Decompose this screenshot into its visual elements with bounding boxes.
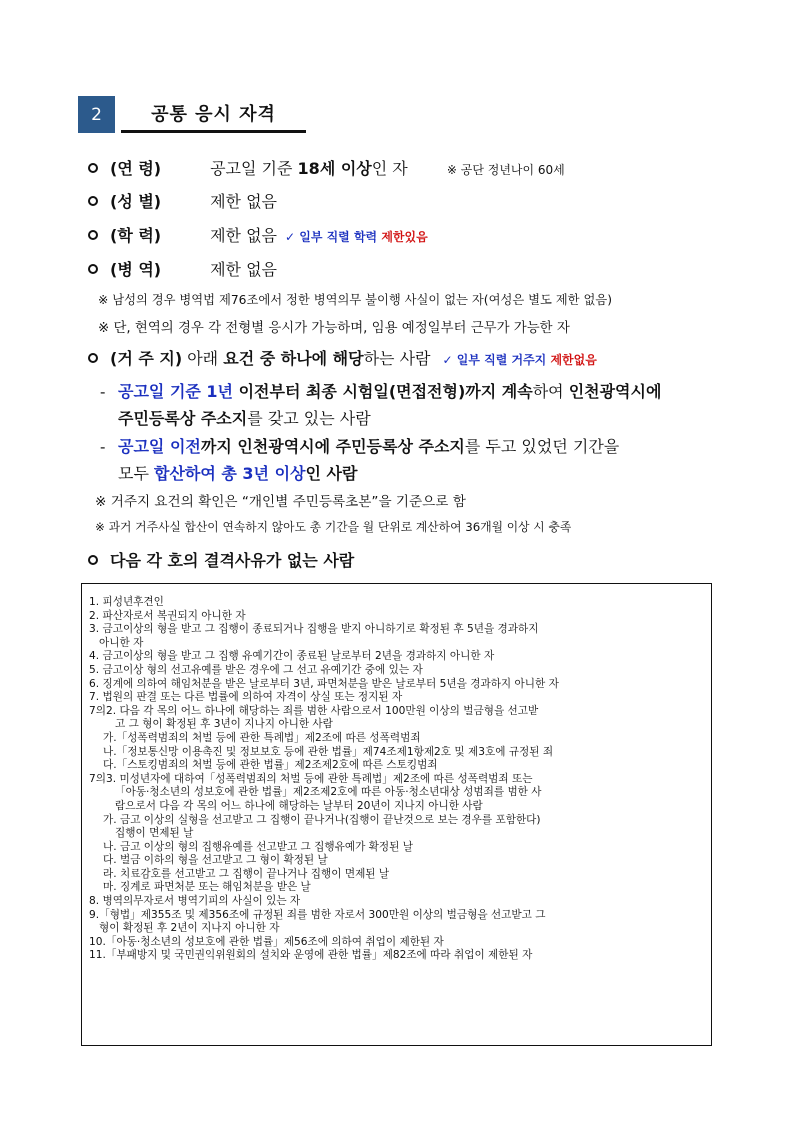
list-item: 4. 금고이상의 형을 받고 그 집행 유예기간이 종료된 날로부터 2년을 경과하지 아니한 자 [89, 650, 495, 663]
military-note-1: ※ 남성의 경우 병역법 제76조에서 정한 병역의무 불이행 사실이 없는 자(여성은 별도 제한 없음) [98, 293, 612, 307]
age-text-end: 인 자 [371, 159, 408, 178]
residence-item-1-line-1: - 공고일 기준 1년 이전부터 최종 시험일(면접전형)까지 계속하여 인천광역시에 [100, 382, 662, 401]
residence-check-note: ✓ 일부 직렬 거주지 제한없음 [442, 353, 597, 367]
residence-text-end: 하는 사람 [363, 349, 431, 368]
list-item: 5. 금고이상 형의 선고유예를 받은 경우에 그 선고 유예기간 중에 있는 자 [89, 663, 423, 676]
residence-note-2: ※ 과거 거주사실 합산이 연속하지 않아도 총 기간을 월 단위로 계산하여 36개월 이상 시 충족 [95, 520, 572, 534]
disqualification-heading: 다음 각 호의 결격사유가 없는 사람 [110, 551, 355, 570]
education-check-note: ✓ 일부 직렬 학력 제한있음 [285, 230, 428, 244]
residence-note-1: ※ 거주지 요건의 확인은 “개인별 주민등록초본”을 기준으로 함 [95, 494, 466, 510]
list-item: 2. 파산자로서 복권되지 아니한 자 [89, 609, 246, 622]
residence-row [88, 346, 597, 369]
circle-bullet-icon [88, 230, 98, 240]
list-item: 나. 금고 이상의 형의 집행유예를 선고받고 그 집행유예가 확정된 날 [103, 840, 413, 853]
residence-item-2-line-2: 모두 합산하여 총 3년 이상인 사람 [118, 464, 358, 483]
list-item: 3. 금고이상의 형을 받고 그 집행이 종료되거나 집행을 받지 아니하기로 확정된 후 5년을 경과하지 [89, 623, 539, 636]
gender-row [88, 189, 277, 212]
age-text: 공고일 기준 [205, 159, 298, 178]
list-item: 라. 치료감호를 선고받고 그 집행이 끝나거나 집행이 면제된 날 [103, 867, 390, 880]
section-title: 공통 응시 자격 [121, 96, 306, 133]
age-row [88, 156, 565, 179]
list-item: 7. 법원의 판결 또는 다른 법률에 의하여 자격이 상실 또는 정지된 자 [89, 691, 403, 704]
list-item: 「아동·청소년의 성보호에 관한 법률」제2조제2호에 따른 아동·청소년대상 성범죄를 범한 사 [115, 786, 542, 799]
military-text: 제한 없음 [205, 260, 277, 279]
list-item: 다.「스토킹범죄의 처벌 등에 관한 법률」제2조제2호에 따른 스토킹범죄 [103, 759, 438, 772]
military-label: (병 역) [110, 260, 162, 279]
disqualification-list [89, 596, 704, 963]
circle-bullet-icon [88, 555, 98, 565]
list-item: 7의2. 다음 각 목의 어느 하나에 해당하는 죄를 범한 사람으로서 100만원 이상의 벌금형을 선고받 [89, 704, 539, 717]
section-header [78, 96, 306, 133]
list-item: 아니한 자 [99, 636, 144, 649]
circle-bullet-icon [88, 196, 98, 206]
list-item: 가.「성폭력범죄의 처벌 등에 관한 특례법」제2조에 따른 성폭력범죄 [103, 731, 421, 744]
residence-bold: 요건 중 하나에 해당 [223, 349, 364, 368]
section-number: 2 [78, 96, 115, 133]
list-item: 나.「정보통신망 이용촉진 및 정보보호 등에 관한 법률」제74조제1항제2호 및 제3호에 규정된 죄 [103, 745, 554, 758]
list-item: 1. 피성년후견인 [89, 596, 164, 608]
military-note-2: ※ 단, 현역의 경우 각 전형별 응시가 가능하며, 임용 예정일부터 근무가 가능한 자 [98, 321, 570, 336]
residence-item-2-line-1: - 공고일 이전까지 인천광역시에 주민등록상 주소지를 두고 있었던 기간을 [100, 437, 620, 456]
age-label: (연 령) [110, 159, 162, 178]
list-item: 10.「아동·청소년의 성보호에 관한 법률」제56조에 의하여 취업이 제한된 자 [89, 935, 444, 948]
list-item: 6. 징계에 의하여 해임처분을 받은 날로부터 3년, 파면처분을 받은 날로부터 5년을 경과하지 아니한 자 [89, 677, 559, 690]
residence-item-1-line-2: 주민등록상 주소지를 갖고 있는 사람 [118, 409, 371, 428]
disqualification-box [81, 583, 712, 1046]
education-row [88, 223, 428, 246]
military-row [88, 257, 277, 280]
residence-label: (거 주 지) [110, 349, 183, 368]
list-item: 람으로서 다음 각 목의 어느 하나에 해당하는 날부터 20년이 지나지 아니한 사람 [115, 799, 483, 812]
gender-text: 제한 없음 [205, 192, 277, 211]
circle-bullet-icon [88, 264, 98, 274]
age-note: ※ 공단 정년나이 60세 [446, 163, 565, 177]
list-item: 7의3. 미성년자에 대하여「성폭력범죄의 처벌 등에 관한 특례법」제2조에 따른 성폭력범죄 또는 [89, 772, 533, 785]
list-item: 11.「부패방지 및 국민권익위원회의 설치와 운영에 관한 법률」제82조에 따라 취업이 제한된 자 [89, 949, 533, 962]
list-item: 8. 병역의무자로서 병역기피의 사실이 있는 자 [89, 895, 301, 908]
list-item: 9.「형법」제355조 및 제356조에 규정된 죄를 범한 자로서 300만원 이상의 벌금형을 선고받고 그 [89, 908, 546, 921]
gender-label: (성 별) [110, 192, 162, 211]
list-item: 형이 확정된 후 2년이 지나지 아니한 자 [99, 922, 280, 935]
education-text: 제한 없음 [205, 226, 277, 245]
list-item: 마. 징계로 파면처분 또는 해임처분을 받은 날 [103, 881, 311, 894]
disqualification-heading-row [88, 548, 354, 571]
age-bold: 18세 이상 [297, 159, 372, 178]
list-item: 가. 금고 이상의 실형을 선고받고 그 집행이 끝나거나(집행이 끝난것으로 보는 경우를 포함한다) [103, 813, 541, 826]
list-item: 집행이 면제된 날 [115, 827, 194, 840]
circle-bullet-icon [88, 163, 98, 173]
list-item: 고 그 형이 확정된 후 3년이 지나지 아니한 사람 [115, 718, 333, 731]
residence-text: 아래 [182, 349, 224, 368]
circle-bullet-icon [88, 353, 98, 363]
list-item: 다. 벌금 이하의 형을 선고받고 그 형이 확정된 날 [103, 854, 328, 867]
education-label: (학 력) [110, 226, 162, 245]
